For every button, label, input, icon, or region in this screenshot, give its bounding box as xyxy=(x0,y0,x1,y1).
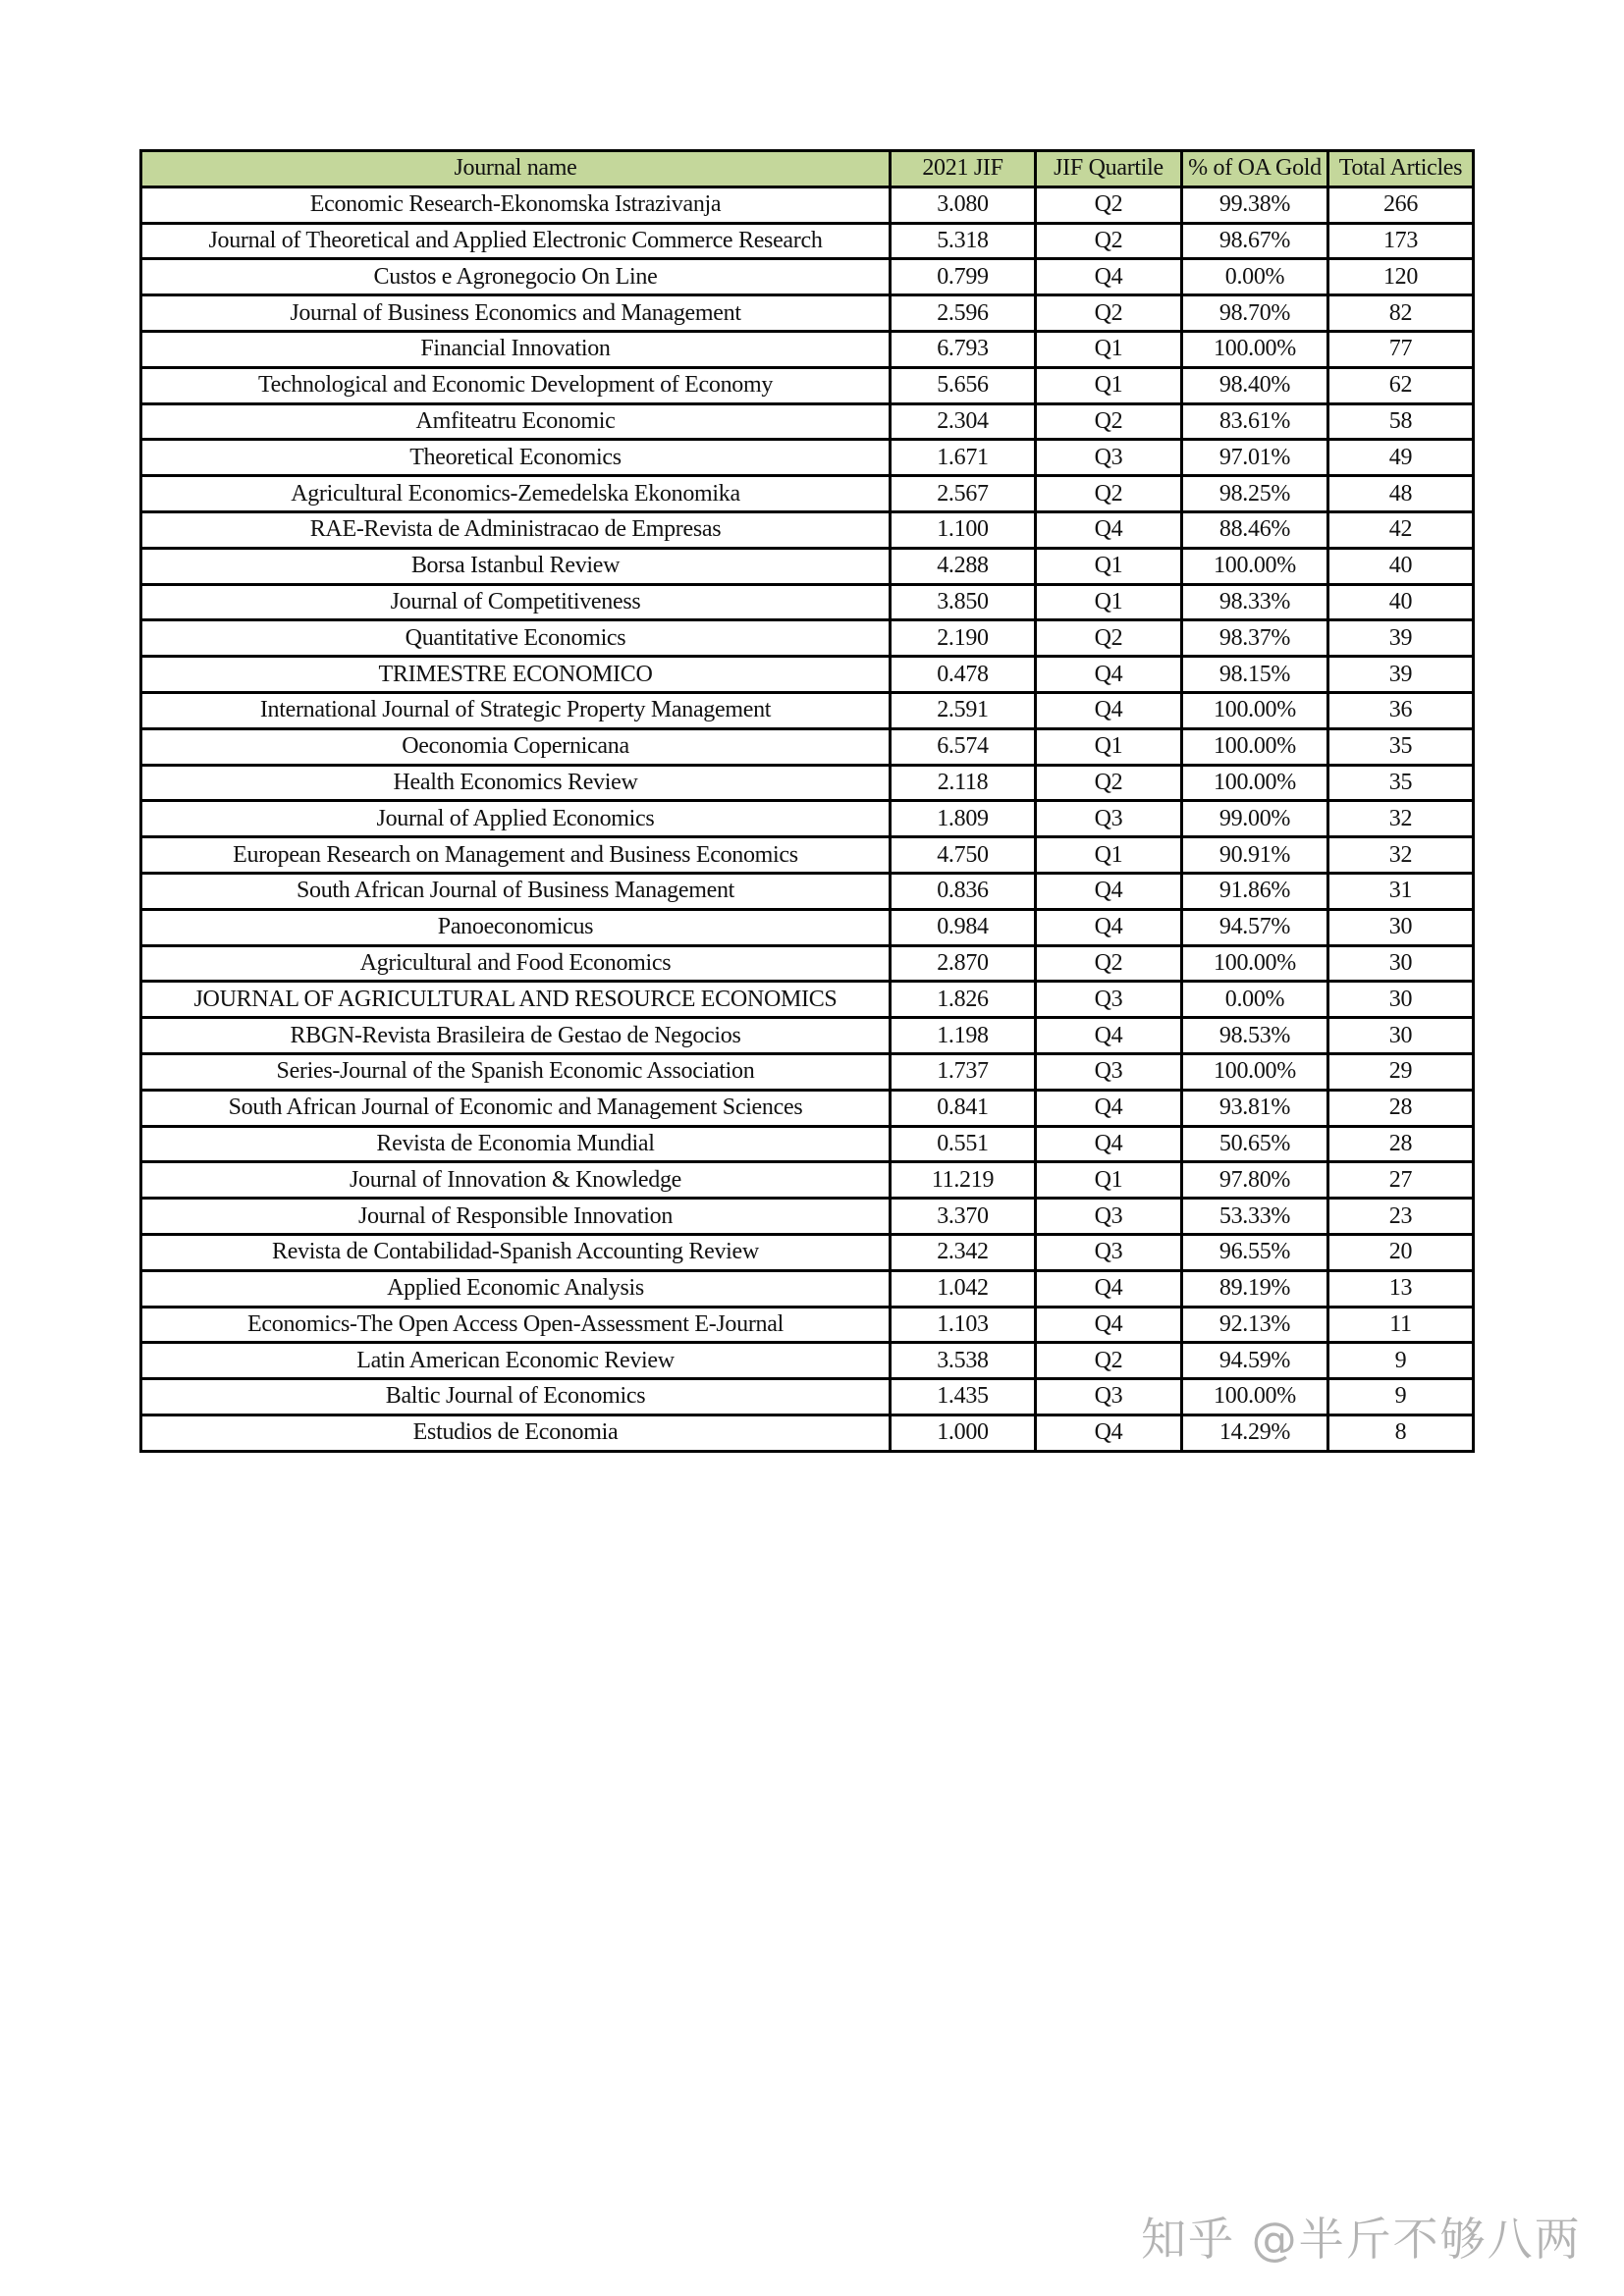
cell-total-articles: 82 xyxy=(1328,295,1474,332)
cell-quartile: Q4 xyxy=(1036,657,1182,693)
cell-oa-gold: 100.00% xyxy=(1182,1053,1328,1090)
cell-journal-name: Agricultural Economics-Zemedelska Ekonomika xyxy=(141,476,891,512)
cell-journal-name: Oeconomia Copernicana xyxy=(141,728,891,765)
table-body xyxy=(141,187,1474,1451)
cell-quartile: Q4 xyxy=(1036,511,1182,548)
cell-oa-gold: 100.00% xyxy=(1182,945,1328,982)
cell-oa-gold: 98.67% xyxy=(1182,223,1328,259)
table-row xyxy=(141,765,1474,801)
cell-oa-gold: 98.40% xyxy=(1182,367,1328,403)
cell-quartile: Q1 xyxy=(1036,837,1182,874)
cell-jif: 2.342 xyxy=(891,1234,1036,1270)
cell-total-articles: 39 xyxy=(1328,657,1474,693)
cell-quartile: Q3 xyxy=(1036,1053,1182,1090)
cell-jif: 4.750 xyxy=(891,837,1036,874)
table-row xyxy=(141,223,1474,259)
cell-total-articles: 28 xyxy=(1328,1090,1474,1126)
table-row xyxy=(141,1053,1474,1090)
cell-quartile: Q4 xyxy=(1036,1270,1182,1307)
cell-total-articles: 266 xyxy=(1328,187,1474,223)
cell-quartile: Q3 xyxy=(1036,982,1182,1018)
cell-jif: 2.870 xyxy=(891,945,1036,982)
table-row xyxy=(141,187,1474,223)
cell-quartile: Q3 xyxy=(1036,1234,1182,1270)
cell-total-articles: 11 xyxy=(1328,1307,1474,1343)
cell-oa-gold: 97.01% xyxy=(1182,440,1328,476)
table-row xyxy=(141,584,1474,620)
cell-jif: 0.478 xyxy=(891,657,1036,693)
cell-journal-name: JOURNAL OF AGRICULTURAL AND RESOURCE ECONOMICS xyxy=(141,982,891,1018)
cell-journal-name: International Journal of Strategic Property Management xyxy=(141,692,891,728)
table-row xyxy=(141,511,1474,548)
journal-table xyxy=(139,149,1475,1453)
cell-jif: 0.799 xyxy=(891,259,1036,295)
cell-total-articles: 32 xyxy=(1328,801,1474,837)
cell-quartile: Q3 xyxy=(1036,1199,1182,1235)
table-row xyxy=(141,295,1474,332)
cell-quartile: Q4 xyxy=(1036,692,1182,728)
table-row xyxy=(141,1307,1474,1343)
cell-jif: 1.100 xyxy=(891,511,1036,548)
cell-quartile: Q2 xyxy=(1036,1343,1182,1379)
cell-journal-name: South African Journal of Economic and Management Sciences xyxy=(141,1090,891,1126)
cell-quartile: Q4 xyxy=(1036,1018,1182,1054)
cell-jif: 0.836 xyxy=(891,873,1036,909)
table-row xyxy=(141,692,1474,728)
cell-quartile: Q3 xyxy=(1036,440,1182,476)
cell-total-articles: 31 xyxy=(1328,873,1474,909)
cell-oa-gold: 96.55% xyxy=(1182,1234,1328,1270)
table-row xyxy=(141,873,1474,909)
cell-journal-name: Custos e Agronegocio On Line xyxy=(141,259,891,295)
table-row xyxy=(141,1234,1474,1270)
cell-oa-gold: 98.37% xyxy=(1182,620,1328,657)
cell-oa-gold: 90.91% xyxy=(1182,837,1328,874)
cell-oa-gold: 94.59% xyxy=(1182,1343,1328,1379)
cell-oa-gold: 100.00% xyxy=(1182,548,1328,584)
cell-total-articles: 62 xyxy=(1328,367,1474,403)
cell-total-articles: 77 xyxy=(1328,331,1474,367)
cell-journal-name: Panoeconomicus xyxy=(141,909,891,945)
header-journal-name: Journal name xyxy=(141,151,891,187)
cell-journal-name: Journal of Responsible Innovation xyxy=(141,1199,891,1235)
cell-jif: 0.984 xyxy=(891,909,1036,945)
cell-jif: 1.435 xyxy=(891,1379,1036,1415)
cell-quartile: Q2 xyxy=(1036,403,1182,440)
cell-journal-name: Applied Economic Analysis xyxy=(141,1270,891,1307)
table-row xyxy=(141,801,1474,837)
cell-quartile: Q1 xyxy=(1036,584,1182,620)
cell-jif: 1.042 xyxy=(891,1270,1036,1307)
cell-quartile: Q3 xyxy=(1036,1379,1182,1415)
cell-total-articles: 30 xyxy=(1328,909,1474,945)
cell-quartile: Q1 xyxy=(1036,367,1182,403)
cell-jif: 2.118 xyxy=(891,765,1036,801)
cell-jif: 0.551 xyxy=(891,1126,1036,1162)
cell-journal-name: RBGN-Revista Brasileira de Gestao de Negocios xyxy=(141,1018,891,1054)
cell-oa-gold: 100.00% xyxy=(1182,1379,1328,1415)
watermark: 知乎 @半斤不够八两 xyxy=(1141,2213,1582,2266)
cell-total-articles: 39 xyxy=(1328,620,1474,657)
cell-journal-name: European Research on Management and Business Economics xyxy=(141,837,891,874)
cell-quartile: Q1 xyxy=(1036,331,1182,367)
cell-oa-gold: 91.86% xyxy=(1182,873,1328,909)
cell-jif: 3.538 xyxy=(891,1343,1036,1379)
table-row xyxy=(141,1379,1474,1415)
cell-oa-gold: 98.33% xyxy=(1182,584,1328,620)
cell-jif: 1.103 xyxy=(891,1307,1036,1343)
cell-journal-name: TRIMESTRE ECONOMICO xyxy=(141,657,891,693)
cell-jif: 2.190 xyxy=(891,620,1036,657)
cell-jif: 11.219 xyxy=(891,1162,1036,1199)
header-total-articles: Total Articles xyxy=(1328,151,1474,187)
cell-jif: 6.793 xyxy=(891,331,1036,367)
cell-oa-gold: 98.70% xyxy=(1182,295,1328,332)
header-jif: 2021 JIF xyxy=(891,151,1036,187)
cell-quartile: Q1 xyxy=(1036,1162,1182,1199)
table-row xyxy=(141,548,1474,584)
cell-journal-name: Technological and Economic Development of Economy xyxy=(141,367,891,403)
cell-oa-gold: 89.19% xyxy=(1182,1270,1328,1307)
table-row xyxy=(141,1343,1474,1379)
table-row xyxy=(141,657,1474,693)
cell-total-articles: 8 xyxy=(1328,1415,1474,1451)
table-row xyxy=(141,367,1474,403)
cell-quartile: Q2 xyxy=(1036,295,1182,332)
cell-quartile: Q2 xyxy=(1036,945,1182,982)
cell-journal-name: Amfiteatru Economic xyxy=(141,403,891,440)
cell-journal-name: Latin American Economic Review xyxy=(141,1343,891,1379)
table-row xyxy=(141,1090,1474,1126)
cell-jif: 2.304 xyxy=(891,403,1036,440)
table-row xyxy=(141,1126,1474,1162)
cell-jif: 1.198 xyxy=(891,1018,1036,1054)
cell-quartile: Q2 xyxy=(1036,765,1182,801)
cell-quartile: Q4 xyxy=(1036,1307,1182,1343)
cell-quartile: Q2 xyxy=(1036,620,1182,657)
cell-total-articles: 30 xyxy=(1328,945,1474,982)
cell-jif: 0.841 xyxy=(891,1090,1036,1126)
table-row xyxy=(141,1415,1474,1451)
cell-journal-name: Baltic Journal of Economics xyxy=(141,1379,891,1415)
cell-journal-name: Agricultural and Food Economics xyxy=(141,945,891,982)
cell-total-articles: 9 xyxy=(1328,1379,1474,1415)
cell-oa-gold: 94.57% xyxy=(1182,909,1328,945)
cell-journal-name: Journal of Business Economics and Management xyxy=(141,295,891,332)
cell-oa-gold: 88.46% xyxy=(1182,511,1328,548)
table-row xyxy=(141,909,1474,945)
cell-journal-name: Theoretical Economics xyxy=(141,440,891,476)
cell-oa-gold: 99.00% xyxy=(1182,801,1328,837)
cell-oa-gold: 98.15% xyxy=(1182,657,1328,693)
cell-quartile: Q4 xyxy=(1036,1090,1182,1126)
cell-total-articles: 20 xyxy=(1328,1234,1474,1270)
cell-jif: 3.370 xyxy=(891,1199,1036,1235)
cell-total-articles: 42 xyxy=(1328,511,1474,548)
cell-jif: 4.288 xyxy=(891,548,1036,584)
cell-total-articles: 48 xyxy=(1328,476,1474,512)
cell-journal-name: Revista de Contabilidad-Spanish Accounting Review xyxy=(141,1234,891,1270)
cell-oa-gold: 93.81% xyxy=(1182,1090,1328,1126)
cell-journal-name: Journal of Theoretical and Applied Electronic Commerce Research xyxy=(141,223,891,259)
header-row xyxy=(141,151,1474,187)
table-row xyxy=(141,331,1474,367)
cell-total-articles: 13 xyxy=(1328,1270,1474,1307)
cell-jif: 2.591 xyxy=(891,692,1036,728)
table-row xyxy=(141,1018,1474,1054)
cell-journal-name: Journal of Applied Economics xyxy=(141,801,891,837)
cell-jif: 1.826 xyxy=(891,982,1036,1018)
cell-total-articles: 9 xyxy=(1328,1343,1474,1379)
cell-jif: 1.809 xyxy=(891,801,1036,837)
header-oa-gold: % of OA Gold xyxy=(1182,151,1328,187)
table-row xyxy=(141,945,1474,982)
cell-journal-name: Economics-The Open Access Open-Assessment E-Journal xyxy=(141,1307,891,1343)
table-row xyxy=(141,837,1474,874)
cell-oa-gold: 100.00% xyxy=(1182,331,1328,367)
cell-oa-gold: 50.65% xyxy=(1182,1126,1328,1162)
cell-journal-name: South African Journal of Business Management xyxy=(141,873,891,909)
header-quartile: JIF Quartile xyxy=(1036,151,1182,187)
cell-quartile: Q2 xyxy=(1036,187,1182,223)
cell-jif: 5.318 xyxy=(891,223,1036,259)
cell-journal-name: Series-Journal of the Spanish Economic Association xyxy=(141,1053,891,1090)
cell-total-articles: 49 xyxy=(1328,440,1474,476)
table-row xyxy=(141,1270,1474,1307)
cell-jif: 3.080 xyxy=(891,187,1036,223)
cell-journal-name: Health Economics Review xyxy=(141,765,891,801)
cell-total-articles: 28 xyxy=(1328,1126,1474,1162)
cell-journal-name: Revista de Economia Mundial xyxy=(141,1126,891,1162)
table-row xyxy=(141,476,1474,512)
cell-quartile: Q4 xyxy=(1036,909,1182,945)
table-row xyxy=(141,1162,1474,1199)
cell-oa-gold: 98.53% xyxy=(1182,1018,1328,1054)
cell-quartile: Q4 xyxy=(1036,873,1182,909)
cell-total-articles: 58 xyxy=(1328,403,1474,440)
cell-quartile: Q4 xyxy=(1036,1126,1182,1162)
cell-total-articles: 35 xyxy=(1328,765,1474,801)
table-row xyxy=(141,982,1474,1018)
cell-oa-gold: 99.38% xyxy=(1182,187,1328,223)
table-row xyxy=(141,620,1474,657)
cell-jif: 2.596 xyxy=(891,295,1036,332)
cell-total-articles: 30 xyxy=(1328,1018,1474,1054)
cell-quartile: Q4 xyxy=(1036,259,1182,295)
cell-total-articles: 27 xyxy=(1328,1162,1474,1199)
cell-quartile: Q2 xyxy=(1036,223,1182,259)
cell-jif: 6.574 xyxy=(891,728,1036,765)
cell-quartile: Q3 xyxy=(1036,801,1182,837)
cell-oa-gold: 0.00% xyxy=(1182,982,1328,1018)
cell-oa-gold: 0.00% xyxy=(1182,259,1328,295)
cell-jif: 1.737 xyxy=(891,1053,1036,1090)
cell-total-articles: 120 xyxy=(1328,259,1474,295)
cell-jif: 1.671 xyxy=(891,440,1036,476)
cell-quartile: Q1 xyxy=(1036,548,1182,584)
table-row xyxy=(141,728,1474,765)
cell-total-articles: 40 xyxy=(1328,584,1474,620)
cell-oa-gold: 100.00% xyxy=(1182,765,1328,801)
cell-oa-gold: 14.29% xyxy=(1182,1415,1328,1451)
cell-oa-gold: 97.80% xyxy=(1182,1162,1328,1199)
cell-journal-name: Borsa Istanbul Review xyxy=(141,548,891,584)
cell-oa-gold: 100.00% xyxy=(1182,692,1328,728)
cell-journal-name: Financial Innovation xyxy=(141,331,891,367)
cell-quartile: Q2 xyxy=(1036,476,1182,512)
cell-oa-gold: 98.25% xyxy=(1182,476,1328,512)
cell-total-articles: 173 xyxy=(1328,223,1474,259)
cell-jif: 2.567 xyxy=(891,476,1036,512)
cell-journal-name: Estudios de Economia xyxy=(141,1415,891,1451)
cell-jif: 5.656 xyxy=(891,367,1036,403)
cell-oa-gold: 53.33% xyxy=(1182,1199,1328,1235)
cell-journal-name: Journal of Innovation & Knowledge xyxy=(141,1162,891,1199)
table-row xyxy=(141,1199,1474,1235)
cell-quartile: Q1 xyxy=(1036,728,1182,765)
cell-journal-name: RAE-Revista de Administracao de Empresas xyxy=(141,511,891,548)
cell-total-articles: 40 xyxy=(1328,548,1474,584)
cell-total-articles: 23 xyxy=(1328,1199,1474,1235)
cell-jif: 3.850 xyxy=(891,584,1036,620)
table-row xyxy=(141,403,1474,440)
cell-quartile: Q4 xyxy=(1036,1415,1182,1451)
cell-jif: 1.000 xyxy=(891,1415,1036,1451)
cell-total-articles: 36 xyxy=(1328,692,1474,728)
table-row xyxy=(141,440,1474,476)
cell-oa-gold: 83.61% xyxy=(1182,403,1328,440)
cell-oa-gold: 100.00% xyxy=(1182,728,1328,765)
cell-total-articles: 30 xyxy=(1328,982,1474,1018)
cell-journal-name: Journal of Competitiveness xyxy=(141,584,891,620)
cell-journal-name: Quantitative Economics xyxy=(141,620,891,657)
cell-journal-name: Economic Research-Ekonomska Istrazivanja xyxy=(141,187,891,223)
table-row xyxy=(141,259,1474,295)
cell-total-articles: 29 xyxy=(1328,1053,1474,1090)
cell-oa-gold: 92.13% xyxy=(1182,1307,1328,1343)
cell-total-articles: 35 xyxy=(1328,728,1474,765)
cell-total-articles: 32 xyxy=(1328,837,1474,874)
